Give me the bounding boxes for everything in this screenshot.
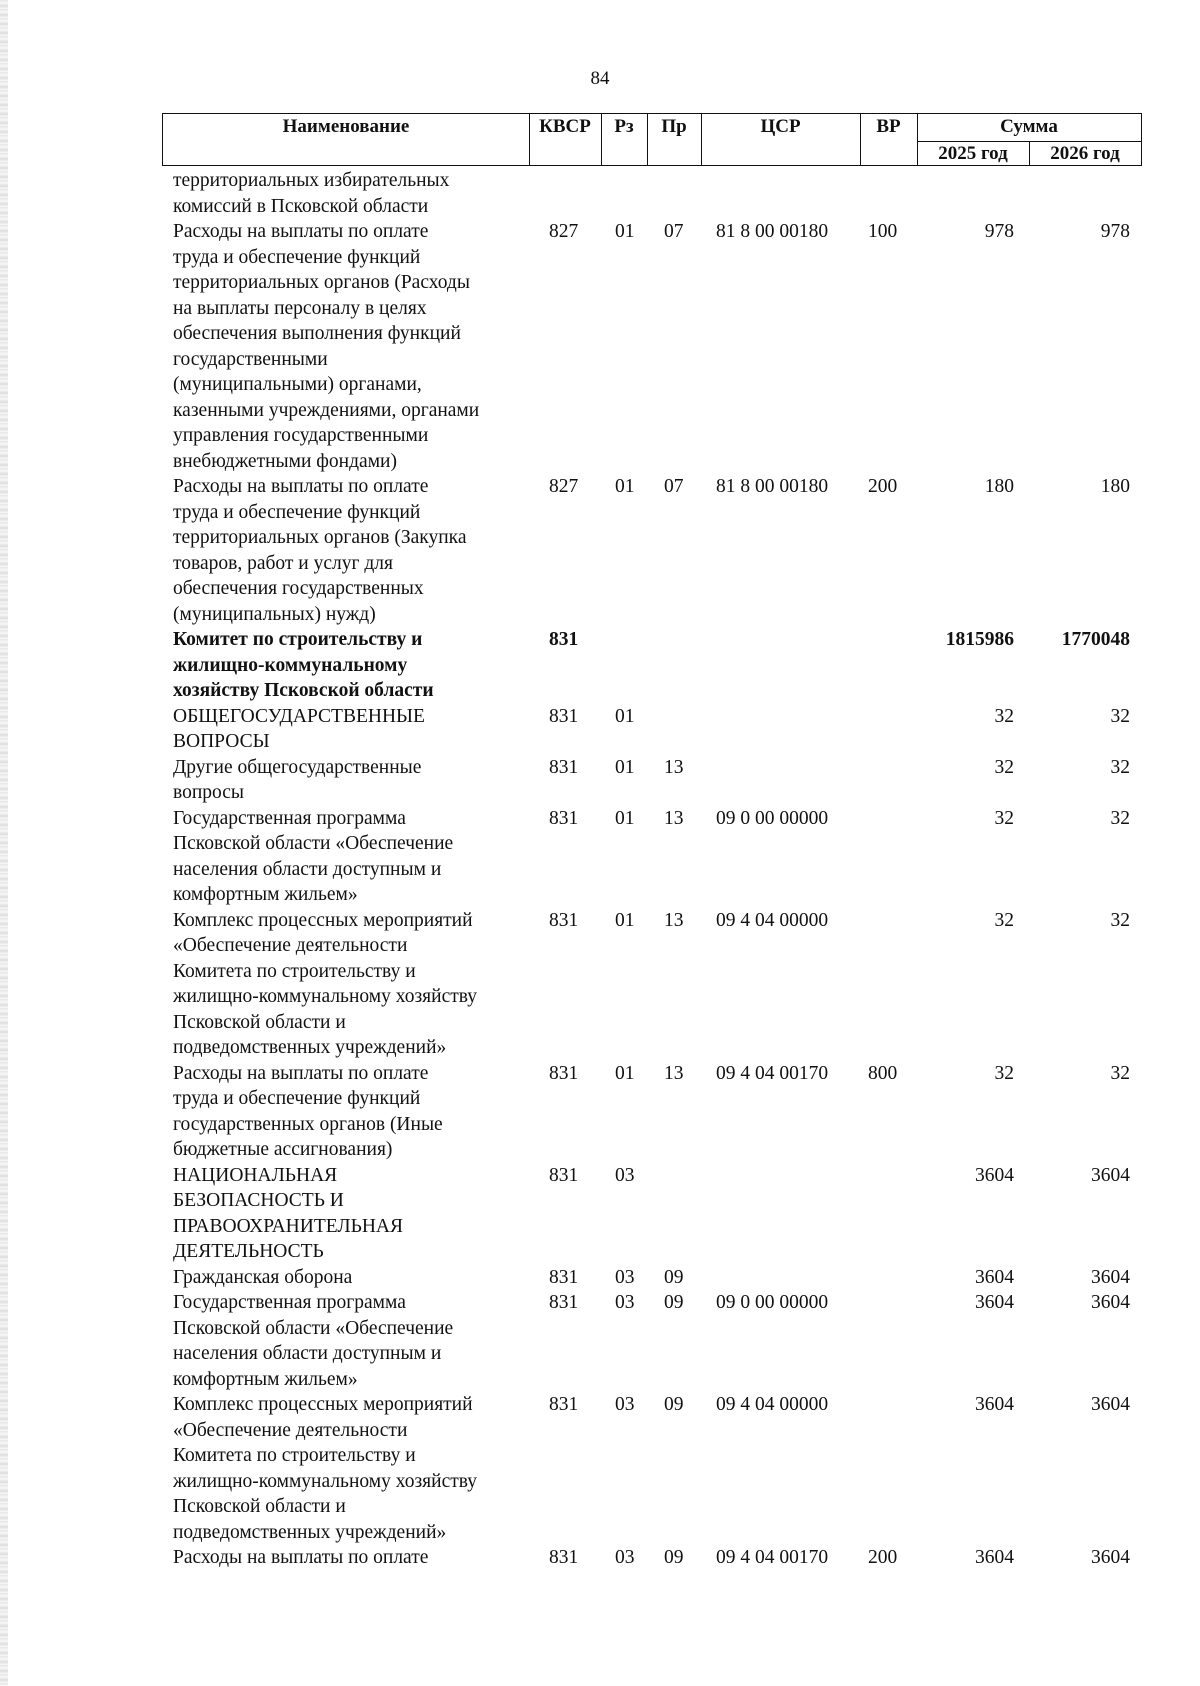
row-csr: 09 0 00 00000 [716,807,829,829]
table-row [0,1163,1200,1265]
row-kvsr: 827 [549,221,579,242]
row-kvsr: 831 [549,807,579,829]
row-sum-2026: 3604 [1091,1547,1130,1568]
header-rz: Рз [614,116,634,137]
row-name: Расходы на выплаты по оплате труда и обеспечение функций территориальных органов (Закупка товаров, работ и услуг для обеспечения государственных (муниципальных) нужд) [173,476,467,625]
row-sum-2025: 32 [994,909,1014,931]
row-sum-2026: 32 [1110,807,1130,829]
row-sum-2026: 32 [1110,756,1130,778]
header-name: Наименование [282,116,410,137]
table-row [0,219,1200,474]
row-sum-2025: 3604 [975,1164,1014,1186]
header-sum: Сумма [1000,116,1058,137]
row-sum-2026: 978 [1100,221,1130,242]
row-kvsr: 827 [549,476,579,497]
row-rz: 01 [615,807,635,829]
row-name: Расходы на выплаты по оплате труда и обеспечение функций территориальных органов (Расходы на выплаты персоналу в целях обеспечения выполнения функций государственными (муниципальными) органами, казенными учреждениями, органами управления государственными внебюджетными фондами) [173,221,480,472]
row-sum-2026: 1770048 [1061,629,1130,650]
table-header [162,113,1142,166]
header-pr: Пр [661,116,687,137]
table-row [0,474,1200,627]
row-pr: 09 [664,1547,684,1568]
row-sum-2026: 3604 [1091,1292,1130,1313]
row-name: Комплекс процессных мероприятий «Обеспечение деятельности Комитета по строительству и жилищно-коммунальному хозяйству Псковской области и подведомственных учреждений» [173,909,478,1058]
row-kvsr: 831 [549,909,579,931]
row-kvsr: 831 [549,1164,579,1186]
table-row [0,908,1200,1061]
row-name: Государственная программа Псковской области «Обеспечение населения области доступным и комфортным жильем» [173,807,454,905]
row-name: Государственная программа Псковской области «Обеспечение населения области доступным и комфортным жильем» [173,1292,454,1390]
row-sum-2025: 32 [994,807,1014,829]
row-sum-2026: 3604 [1091,1266,1130,1288]
table-row [0,168,1200,219]
row-csr: 81 8 00 00180 [716,476,829,497]
table-body [0,168,1200,1571]
header-csr: ЦСР [760,116,801,137]
row-name: Другие общегосударственные вопросы [173,756,422,803]
row-name: НАЦИОНАЛЬНАЯ БЕЗОПАСНОСТЬ И ПРАВООХРАНИТЕЛЬНАЯ ДЕЯТЕЛЬНОСТЬ [173,1164,404,1262]
row-sum-2026: 32 [1110,1062,1130,1084]
table-row [0,1061,1200,1163]
row-sum-2025: 3604 [975,1394,1014,1415]
row-sum-2026: 3604 [1091,1164,1130,1186]
row-csr: 09 0 00 00000 [716,1292,829,1313]
row-sum-2025: 32 [994,756,1014,778]
row-rz: 01 [615,705,635,727]
page-number: 84 [590,68,610,89]
table-row [0,1265,1200,1291]
row-kvsr: 831 [549,1266,579,1288]
row-csr: 09 4 04 00000 [716,1394,829,1415]
row-name: Комплекс процессных мероприятий «Обеспечение деятельности Комитета по строительству и жилищно-коммунальному хозяйству Псковской области и подведомственных учреждений» [173,1394,478,1543]
row-kvsr: 831 [549,756,579,778]
row-name: ОБЩЕГОСУДАРСТВЕННЫЕ ВОПРОСЫ [173,705,425,752]
row-sum-2025: 3604 [975,1266,1014,1288]
row-rz: 03 [615,1547,635,1568]
row-pr: 13 [664,756,684,778]
row-csr: 09 4 04 00170 [716,1547,829,1568]
row-csr: 09 4 04 00000 [716,909,829,931]
row-pr: 13 [664,909,684,931]
row-sum-2026: 3604 [1091,1394,1130,1415]
row-rz: 03 [615,1164,635,1186]
table-row [0,806,1200,908]
table-row [0,1290,1200,1392]
row-vr: 200 [868,476,898,497]
row-sum-2025: 3604 [975,1292,1014,1313]
table-row [0,1392,1200,1545]
row-pr: 13 [664,1062,684,1084]
row-name: территориальных избирательных комиссий в Псковской области [173,170,450,217]
row-rz: 03 [615,1394,635,1415]
row-rz: 01 [615,1062,635,1084]
table-row [0,1545,1200,1571]
row-sum-2026: 32 [1110,705,1130,727]
row-name: Расходы на выплаты по оплате труда и обеспечение функций государственных органов (Иные бюджетные ассигнования) [173,1062,443,1160]
row-rz: 03 [615,1292,635,1313]
header-kvsr: КВСР [539,116,591,137]
row-vr: 200 [868,1547,898,1568]
row-pr: 09 [664,1266,684,1288]
row-pr: 07 [664,221,684,242]
row-name: Расходы на выплаты по оплате [173,1547,429,1568]
row-sum-2026: 32 [1110,909,1130,931]
row-sum-2025: 1815986 [945,629,1014,650]
row-sum-2025: 180 [984,476,1014,497]
row-rz: 01 [615,756,635,778]
row-rz: 01 [615,476,635,497]
row-sum-2026: 180 [1100,476,1130,497]
table-row [0,704,1200,755]
row-rz: 01 [615,221,635,242]
table-row [0,755,1200,806]
row-sum-2025: 3604 [975,1547,1014,1568]
row-rz: 01 [615,909,635,931]
row-kvsr: 831 [549,1394,579,1415]
row-sum-2025: 32 [994,1062,1014,1084]
header-vr: ВР [876,116,901,137]
row-pr: 09 [664,1292,684,1313]
row-name: Комитет по строительству и жилищно-коммунальному хозяйству Псковской области [173,629,434,701]
row-kvsr: 831 [549,629,579,650]
row-kvsr: 831 [549,1547,579,1568]
row-kvsr: 831 [549,1292,579,1313]
table-row [0,627,1200,704]
row-vr: 800 [868,1062,898,1084]
row-name: Гражданская оборона [173,1266,353,1288]
row-kvsr: 831 [549,1062,579,1084]
header-year-2026: 2026 год [1050,143,1120,164]
row-kvsr: 831 [549,705,579,727]
row-pr: 09 [664,1394,684,1415]
row-pr: 07 [664,476,684,497]
row-csr: 09 4 04 00170 [716,1062,829,1084]
row-pr: 13 [664,807,684,829]
row-csr: 81 8 00 00180 [716,221,829,242]
row-sum-2025: 978 [984,221,1014,242]
row-rz: 03 [615,1266,635,1288]
header-year-2025: 2025 год [938,143,1008,164]
row-sum-2025: 32 [994,705,1014,727]
row-vr: 100 [868,221,898,242]
